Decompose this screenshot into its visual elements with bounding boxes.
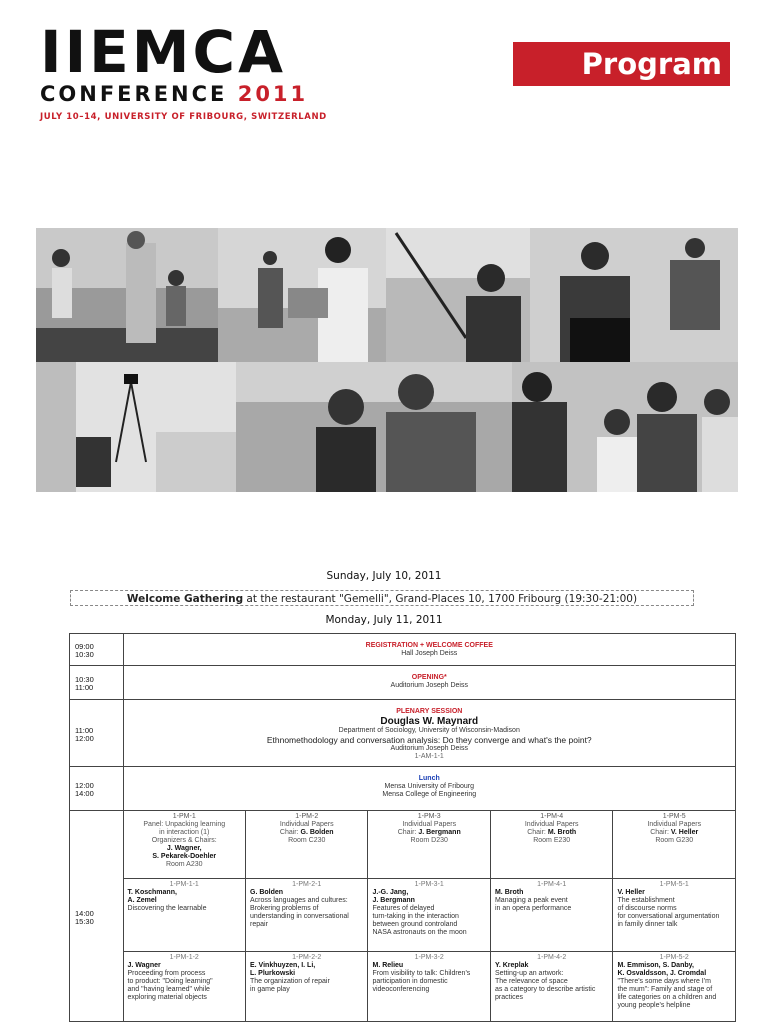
monday-title: Monday, July 11, 2011 [325,614,443,626]
paper-cell: 1-PM-5-2 M. Emmison, S. Danby, K. Osvaldsson, J. Cromdal "There's some days where I'm the mum": Family and stage of life categories on a children and young people's helpline [613,952,736,1022]
photo-room-tripod [36,362,236,492]
lunch-block: Lunch Mensa University of Fribourg Mensa College of Engineering [123,767,735,811]
time-cell: 09:00 10:30 [70,634,124,666]
paper-cell: 1-PM-2-1 G. Bolden Across languages and cultures: Brokering problems of understanding in conversational repair [246,879,368,952]
paper-cell: 1-PM-2-2 E. Vinkhuyzen, I. Li, L. Plurkowski The organization of repair in game play [246,952,368,1022]
photo-group-standing [512,362,738,492]
logo-main: IIEMCA [40,18,286,86]
table-row [70,952,736,1022]
welcome-details: at the restaurant "Gemelli", Grand-Places 10, 1700 Fribourg (19:30-21:00) [243,593,638,605]
table-row [70,811,736,879]
paper-cell: 1-PM-4-1 M. Broth Managing a peak event in an opera performance [490,879,612,952]
session-header: 1-PM-1 Panel: Unpacking learning in interaction (1) Organizers & Chairs: J. Wagner, S. Pekarek-Doehler Room A230 [123,811,245,879]
time-cell: 12:00 14:00 [70,767,124,811]
table-row [70,700,736,767]
session-header: 1-PM-3 Individual Papers Chair: J. Bergmann Room D230 [368,811,490,879]
sunday-title: Sunday, July 10, 2011 [326,570,442,582]
photo-discussion [530,228,738,362]
logo-subtitle [40,82,327,106]
plenary-talk-title: Ethnomethodology and conversation analysis: Do they converge and what's the point? [266,735,592,745]
photo-meeting [36,228,218,362]
time-cell: 10:30 11:00 [70,666,124,700]
table-row [70,767,736,811]
paper-cell: 1-PM-3-2 M. Relieu From visibility to talk: Children's participation in domestic videoconferencing [368,952,490,1022]
session-header: 1-PM-5 Individual Papers Chair: V. Heller Room G230 [613,811,736,879]
plenary-block: PLENARY SESSION Douglas W. Maynard Department of Sociology, University of Wisconsin-Madison Ethnomethodology and conversation analysis: Do they converge and what's the point? Auditorium Joseph Deiss 1-AM-1-1 [123,700,735,767]
registration-block: REGISTRATION + WELCOME COFFEE Hall Joseph Deiss [123,634,735,666]
table-row [70,634,736,666]
photo-microscope [218,228,386,362]
session-header: 1-PM-2 Individual Papers Chair: G. Bolden Room C230 [246,811,368,879]
table-row [70,879,736,952]
conference-logo [40,18,327,122]
paper-cell: 1-PM-1-1 T. Koschmann, A. Zemel Discovering the learnable [123,879,245,952]
paper-cell: 1-PM-5-1 V. Heller The establishment of discourse norms for conversational argumentation in family dinner talk [613,879,736,952]
monday-program-table [69,633,736,1022]
photo-collage [36,228,738,492]
logo-word: CONFERENCE [40,82,228,106]
session-header: 1-PM-4 Individual Papers Chair: M. Broth Room E230 [490,811,612,879]
paper-cell: 1-PM-4-2 Y. Kreplak Setting-up an artwork: The relevance of space as a category to describe artistic practices [490,952,612,1022]
logo-year: 2011 [237,82,309,106]
logo-dates: JULY 10–14, UNIVERSITY OF FRIBOURG, SWITZERLAND [40,112,327,122]
time-cell: 11:00 12:00 [70,700,124,767]
welcome-gathering [70,590,694,606]
program-banner: Program [513,42,730,86]
table-row [70,666,736,700]
welcome-label: Welcome Gathering [126,593,244,605]
photo-camera-woman [386,228,530,362]
paper-cell: 1-PM-3-1 J.-G. Jang, J. Bergmann Features of delayed turn-taking in the interaction between ground controland NASA astronauts on the moon [368,879,490,952]
time-cell: 14:00 15:30 [70,811,124,1022]
paper-cell: 1-PM-1-2 J. Wagner Proceeding from process to product: "Doing learning" and "having learned" while exploring material objects [123,952,245,1022]
photo-women-laughing [236,362,512,492]
opening-block: OPENING* Auditorium Joseph Deiss [123,666,735,700]
plenary-speaker: Douglas W. Maynard [380,716,479,727]
